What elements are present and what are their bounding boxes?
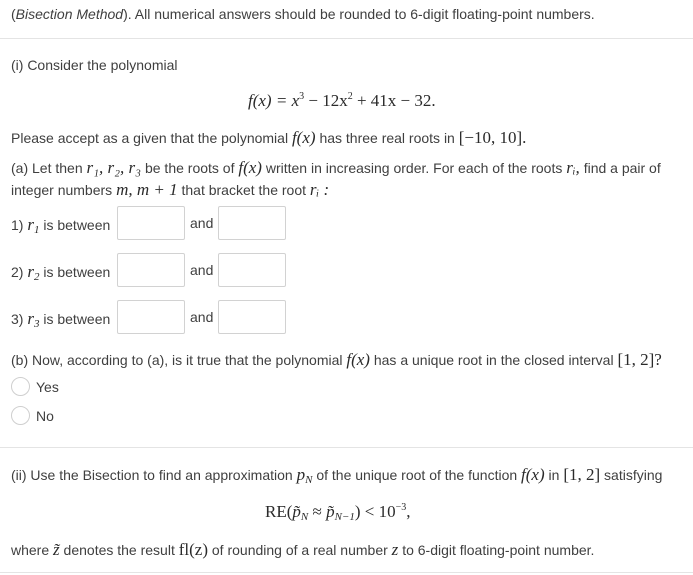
root-row-1-label: 1) $r_1$ is between [11, 215, 111, 236]
root-3-lower-input[interactable] [117, 300, 185, 334]
re-condition: $RE(p̃_N$ ≈ $p̃_{N-1}) < 10^{-3}$, [265, 502, 411, 523]
no-radio[interactable] [11, 406, 30, 425]
polynomial-equation: $f(x) = x^3 - 12x^2 + 41x - 32$. [248, 91, 436, 110]
no-label[interactable]: No [36, 408, 54, 424]
root-row-1-and: and [190, 215, 214, 231]
yes-radio[interactable] [11, 377, 30, 396]
yes-label[interactable]: Yes [36, 379, 59, 395]
part-i-heading: (i) Consider the polynomial [11, 57, 178, 73]
root-3-upper-input[interactable] [218, 300, 286, 334]
root-1-lower-input[interactable] [117, 206, 185, 240]
question-b: (b) Now, according to (a), is it true that the polynomial f(x) has a unique root in the closed interval [1, 2]? [11, 350, 662, 369]
divider-middle [0, 447, 693, 448]
root-1-upper-input[interactable] [218, 206, 286, 240]
intro-line [11, 6, 595, 22]
root-2-lower-input[interactable] [117, 253, 185, 287]
root-row-2-label: 2) $r_2$ is between [11, 262, 111, 283]
given-statement: Please accept as a given that the polynomial f(x) has three real roots in [−10, 10]. [11, 128, 527, 147]
intro-text: . All numerical answers should be rounded to 6-digit floating-point numbers. [127, 6, 595, 22]
divider-top [0, 38, 693, 39]
question-a-line1: (a) Let then r₁, r₂, r₃ be the roots of f(x) written in increasing order. For each of the roots rᵢ, find a pair of [11, 158, 661, 177]
root-row-3-and: and [190, 309, 214, 325]
divider-bottom [0, 572, 693, 573]
part-ii-text: (ii) Use the Bisection to find an approximation $p_N$ of the unique root of the function f(x) in [1, 2] satisfying [11, 465, 663, 486]
method-name: (Bisection Method) [11, 6, 128, 22]
root-2-upper-input[interactable] [218, 253, 286, 287]
question-a-line2: integer numbers m, m + 1 that bracket the root rᵢ : [11, 180, 330, 199]
root-row-3-label: 3) $r_3$ is between [11, 309, 111, 330]
where-line: where z̃ denotes the result fl(z) of rounding of a real number z to 6-digit floating-point number. [11, 540, 595, 559]
root-row-2-and: and [190, 262, 214, 278]
